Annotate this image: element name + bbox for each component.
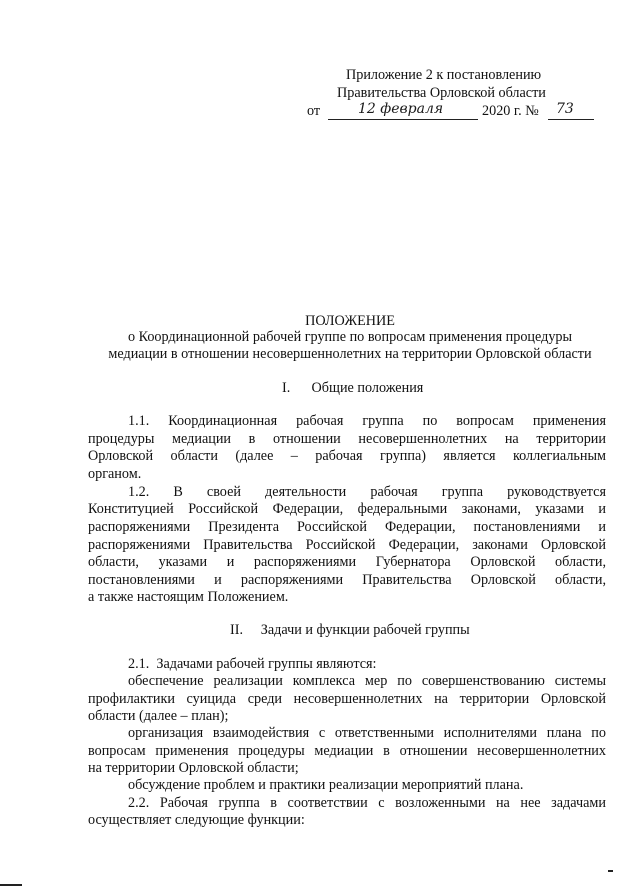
handwritten-number: 73 [556, 101, 574, 117]
header-line-2: Правительства Орловской области [337, 85, 546, 101]
para-1-2-line: распоряжениями Президента Российской Федерации, постановлениями и [88, 519, 606, 535]
handwritten-date: 12 февраля [358, 101, 444, 117]
section-2-heading: II. Задачи и функции рабочей группы [230, 622, 470, 638]
header-line-1: Приложение 2 к постановлению [346, 67, 542, 83]
para-2-2-line: осуществляет следующие функции: [88, 812, 305, 828]
task-2-line: вопросам применения процедуры медиации в отношении несовершеннолетних [88, 743, 606, 759]
document-title: ПОЛОЖЕНИЕ [305, 313, 395, 329]
scan-mark [0, 884, 22, 886]
task-1-line: профилактики суицида среди несовершеннолетних на территории Орловской [88, 691, 606, 707]
task-2-line: организация взаимодействия с ответственными исполнителями плана по [128, 725, 606, 741]
document-subtitle-2: медиации в отношении несовершеннолетних на территории Орловской области [108, 346, 592, 362]
section-1-heading: I. Общие положения [282, 380, 424, 396]
para-1-2-line: постановлениями и распоряжениями Правительства Орловской области, [88, 572, 606, 588]
number-underline [548, 119, 594, 120]
header-from-label: от [307, 103, 321, 119]
task-2-line: на территории Орловской области; [88, 760, 299, 776]
para-2-1-intro: 2.1. Задачами рабочей группы являются: [128, 656, 377, 672]
para-1-2-line: а также настоящим Положением. [88, 589, 289, 605]
date-underline [328, 119, 478, 120]
para-1-1-line: 1.1. Координационная рабочая группа по вопросам применения [128, 413, 606, 429]
task-1-line: обеспечение реализации комплекса мер по совершенствованию системы [128, 673, 606, 689]
para-1-1-line: Орловской области (далее – рабочая группа) является коллегиальным [88, 448, 606, 464]
para-2-2-line: 2.2. Рабочая группа в соответствии с возложенными на нее задачами [128, 795, 606, 811]
para-1-1-line: органом. [88, 466, 142, 482]
header-year-number-label: 2020 г. № [482, 103, 539, 119]
para-1-2-line: Конституцией Российской Федерации, федеральными законами, указами и [88, 501, 606, 517]
para-1-2-line: распоряжениями Правительства Российской Федерации, законами Орловской [88, 537, 606, 553]
document-subtitle-1: о Координационной рабочей группе по вопросам применения процедуры [127, 329, 573, 345]
para-1-2-line: 1.2. В своей деятельности рабочая группа руководствуется [128, 484, 606, 500]
task-1-line: области (далее – план); [88, 708, 229, 724]
task-3-line: обсуждение проблем и практики реализации мероприятий плана. [128, 777, 524, 793]
scan-mark [608, 870, 613, 872]
para-1-1-line: процедуры медиации в отношении несовершеннолетних на территории [88, 431, 606, 447]
para-1-2-line: области, указами и распоряжениями Губернатора Орловской области, [88, 554, 606, 570]
